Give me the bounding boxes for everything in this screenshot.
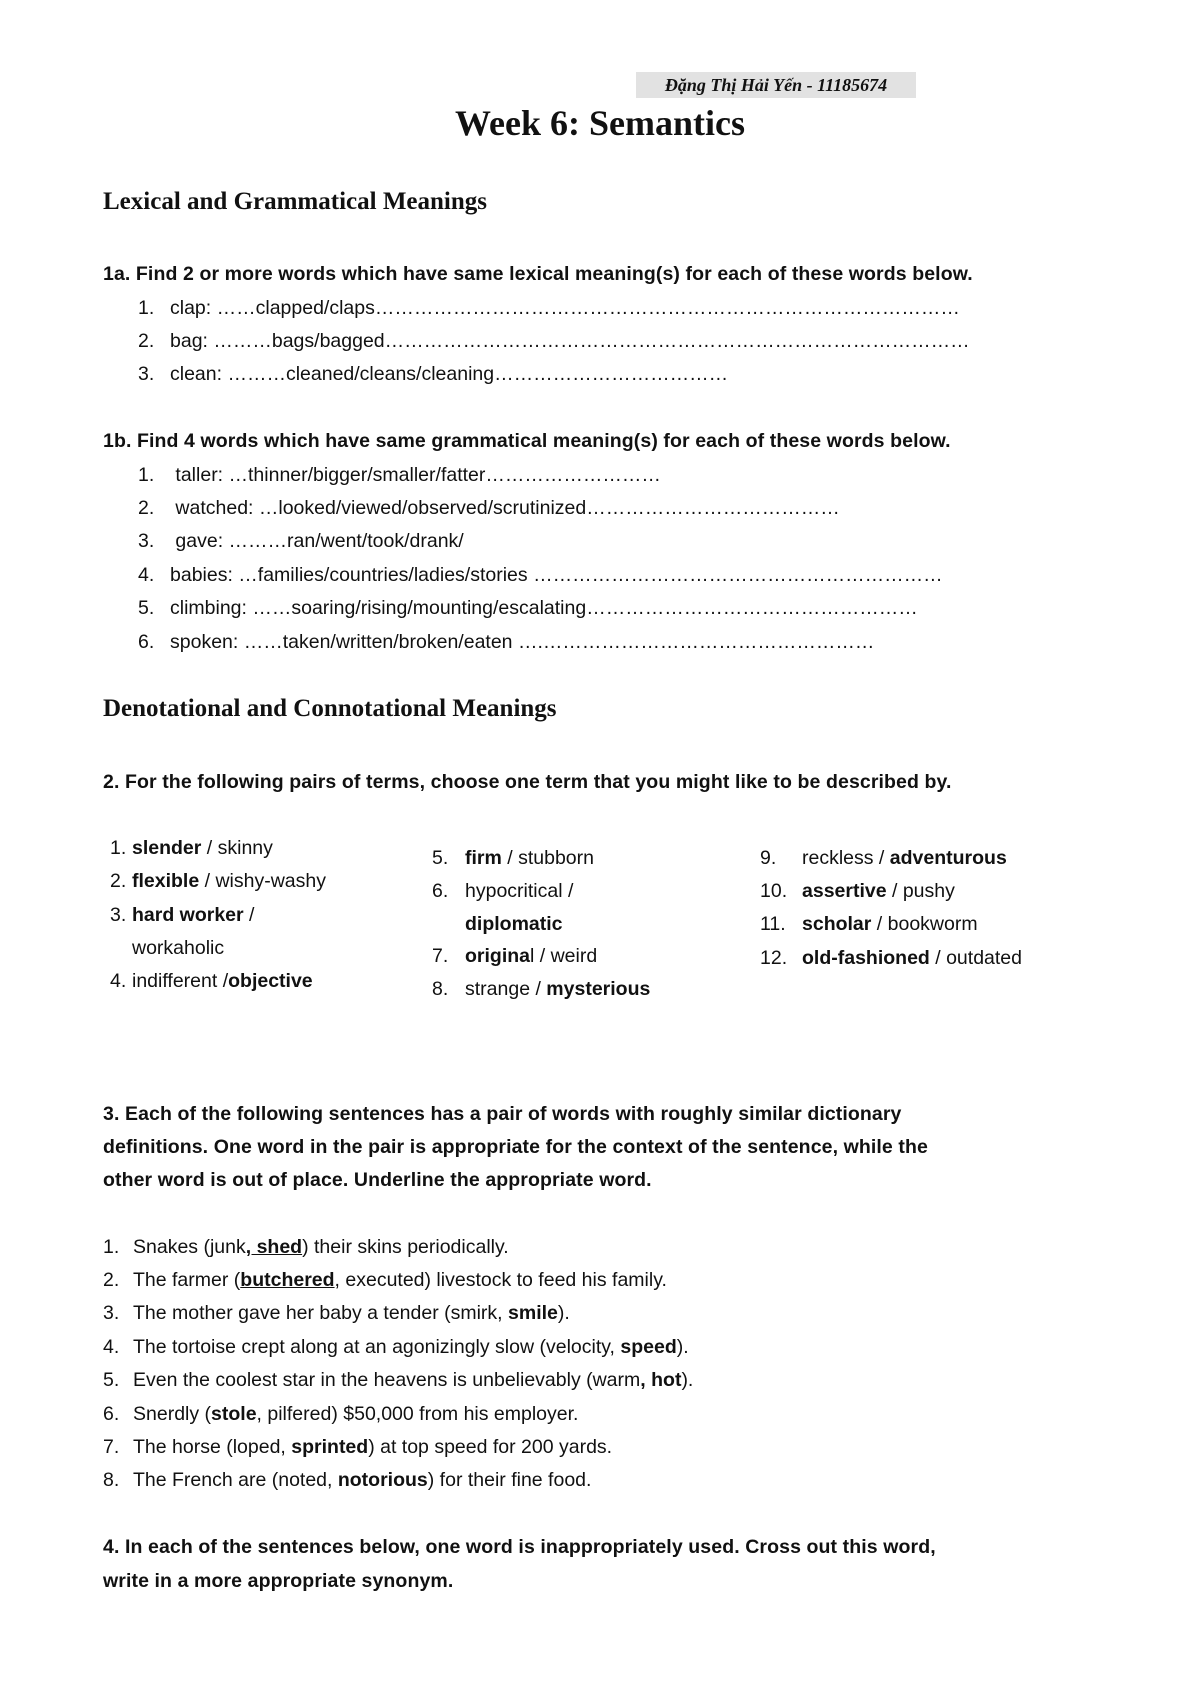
pair-number: 10. <box>760 880 788 902</box>
list-number: 3. <box>138 363 155 385</box>
chosen-word: butchered <box>240 1269 335 1291</box>
question-1a: 1a. Find 2 or more words which have same lexical meaning(s) for each of these words below. <box>103 263 973 285</box>
chosen-term: adventurous <box>889 847 1007 869</box>
sentence-text: The farmer ( <box>133 1269 241 1291</box>
other-term: / stubborn <box>501 847 594 869</box>
pair-number: 9. <box>760 847 777 869</box>
sentence-text: , executed) livestock to feed his family. <box>334 1269 667 1291</box>
list-item <box>138 292 960 325</box>
sentence-item <box>103 1331 689 1364</box>
chosen-term: diplomatic <box>465 913 563 935</box>
list-text: climbing: ……soaring/rising/mounting/escalating…………………………………………… <box>170 597 918 619</box>
sentence-text: ) for their fine food. <box>427 1469 592 1491</box>
list-text: babies: …families/countries/ladies/stories ……………………………………………………… <box>170 564 943 586</box>
other-term: workaholic <box>132 937 225 959</box>
pair-number: 12. <box>760 947 788 969</box>
sentence-text: Even the coolest star in the heavens is unbelievably (warm <box>133 1369 641 1391</box>
list-text: gave: ………ran/went/took/drank/ <box>170 530 464 552</box>
list-item <box>138 592 918 625</box>
question-4-line: 4. In each of the sentences below, one word is inappropriately used. Cross out this word, <box>103 1536 936 1558</box>
sentence-text: The French are (noted, <box>133 1469 338 1491</box>
list-item <box>138 525 464 558</box>
sentence-text: Snerdly ( <box>133 1403 212 1425</box>
list-number: 5. <box>138 597 155 619</box>
chosen-word: smile <box>508 1302 558 1324</box>
sentence-number: 7. <box>103 1436 120 1458</box>
question-2: 2. For the following pairs of terms, choose one term that you might like to be described by. <box>103 771 952 793</box>
question-3-line: 3. Each of the following sentences has a pair of words with roughly similar dictionary <box>103 1103 902 1125</box>
other-term: / bookworm <box>871 913 978 935</box>
sentence-text: The horse (loped, <box>133 1436 292 1458</box>
term-pair <box>760 908 978 941</box>
other-term: / pushy <box>886 880 955 902</box>
term-pair <box>760 875 955 908</box>
sentence-text: ). <box>557 1302 570 1324</box>
chosen-term: hard worker <box>132 904 244 926</box>
chosen-word: sprinted <box>291 1436 369 1458</box>
pair-number: 2. <box>110 870 127 892</box>
list-number: 2. <box>138 330 155 352</box>
list-text: watched: …looked/viewed/observed/scrutinized………………………………… <box>170 497 840 519</box>
chosen-term: assertive <box>802 880 887 902</box>
other-term: / skinny <box>201 837 273 859</box>
sentence-text: Snakes (junk <box>133 1236 246 1258</box>
sentence-item <box>103 1264 667 1297</box>
pair-number: 4. <box>110 970 127 992</box>
sentence-text: ) at top speed for 200 yards. <box>368 1436 613 1458</box>
other-term: strange / <box>465 978 547 1000</box>
list-item <box>138 325 970 358</box>
term-pair <box>432 940 597 973</box>
other-term: / wishy-washy <box>199 870 326 892</box>
page-title: Week 6: Semantics <box>455 103 745 143</box>
sentence-item <box>103 1464 591 1497</box>
question-3-line: other word is out of place. Underline the appropriate word. <box>103 1169 652 1191</box>
list-number: 2. <box>138 497 155 519</box>
list-text: clap: ……clapped/claps……………………………………………………………………………… <box>170 297 960 319</box>
chosen-term: objective <box>228 970 313 992</box>
term-pair <box>760 842 1007 875</box>
list-text: clean: ………cleaned/cleans/cleaning……………………………… <box>170 363 729 385</box>
term-pair <box>110 832 273 865</box>
other-term: hypocritical / <box>465 880 574 902</box>
list-number: 6. <box>138 631 155 653</box>
term-pair <box>760 942 1022 975</box>
sentence-item <box>103 1398 578 1431</box>
sentence-text: The tortoise crept along at an agonizingly slow (velocity, <box>133 1336 621 1358</box>
sentence-text: , pilfered) $50,000 from his employer. <box>256 1403 579 1425</box>
section-heading-denotational: Denotational and Connotational Meanings <box>103 695 557 722</box>
pair-number: 11. <box>760 913 786 935</box>
list-number: 1. <box>138 464 155 486</box>
list-item <box>138 559 943 592</box>
sentence-number: 3. <box>103 1302 120 1324</box>
sentence-number: 4. <box>103 1336 120 1358</box>
sentence-number: 6. <box>103 1403 120 1425</box>
list-text: taller: …thinner/bigger/smaller/fatter……………………… <box>170 464 661 486</box>
sentence-text: ). <box>676 1336 689 1358</box>
sentence-number: 8. <box>103 1469 120 1491</box>
pair-number: 7. <box>432 945 449 967</box>
chosen-term: firm <box>465 847 502 869</box>
question-4-line: write in a more appropriate synonym. <box>103 1570 454 1592</box>
chosen-word: , shed <box>245 1236 303 1258</box>
other-term: l / weird <box>530 945 598 967</box>
other-term: indifferent / <box>132 970 229 992</box>
chosen-word: speed <box>620 1336 677 1358</box>
list-number: 3. <box>138 530 155 552</box>
sentence-text: The mother gave her baby a tender (smirk, <box>133 1302 509 1324</box>
list-item <box>138 626 874 659</box>
chosen-word: stole <box>211 1403 257 1425</box>
chosen-term: old-fashioned <box>802 947 930 969</box>
chosen-term: scholar <box>802 913 872 935</box>
list-item <box>138 358 728 391</box>
pair-number: 6. <box>432 880 449 902</box>
list-text: spoken: ……taken/written/broken/eaten ….…………………………………………… <box>170 631 875 653</box>
pair-number: 5. <box>432 847 449 869</box>
section-heading-lexical: Lexical and Grammatical Meanings <box>103 188 487 215</box>
other-term: / outdated <box>929 947 1022 969</box>
term-pair <box>432 875 573 941</box>
sentence-item <box>103 1364 693 1397</box>
list-text: bag: ………bags/bagged……………………………………………………………………………… <box>170 330 970 352</box>
chosen-word: , hot <box>640 1369 682 1391</box>
chosen-word: notorious <box>337 1469 428 1491</box>
question-1b: 1b. Find 4 words which have same grammatical meaning(s) for each of these words below. <box>103 430 951 452</box>
list-number: 4. <box>138 564 155 586</box>
pair-number: 8. <box>432 978 449 1000</box>
list-item <box>138 492 840 525</box>
term-pair <box>432 842 594 875</box>
sentence-text: ) their skins periodically. <box>302 1236 509 1258</box>
chosen-term: slender <box>132 837 202 859</box>
sentence-item <box>103 1431 612 1464</box>
question-3-line: definitions. One word in the pair is appropriate for the context of the sentence, while the <box>103 1136 928 1158</box>
separator: / <box>243 904 255 926</box>
list-number: 1. <box>138 297 155 319</box>
chosen-term: origina <box>465 945 531 967</box>
term-pair <box>110 899 254 965</box>
term-pair <box>110 965 313 998</box>
chosen-term: flexible <box>132 870 200 892</box>
author-name: Đặng Thị Hải Yến - 11185674 <box>636 72 916 98</box>
sentence-text: ). <box>681 1369 694 1391</box>
sentence-number: 2. <box>103 1269 120 1291</box>
sentence-number: 5. <box>103 1369 120 1391</box>
sentence-number: 1. <box>103 1236 120 1258</box>
term-pair <box>432 973 650 1006</box>
sentence-item <box>103 1297 570 1330</box>
chosen-term: mysterious <box>546 978 651 1000</box>
list-item <box>138 459 661 492</box>
sentence-item <box>103 1231 509 1264</box>
term-pair <box>110 865 326 898</box>
pair-number: 3. <box>110 904 127 926</box>
other-term: reckless / <box>802 847 890 869</box>
pair-number: 1. <box>110 837 127 859</box>
